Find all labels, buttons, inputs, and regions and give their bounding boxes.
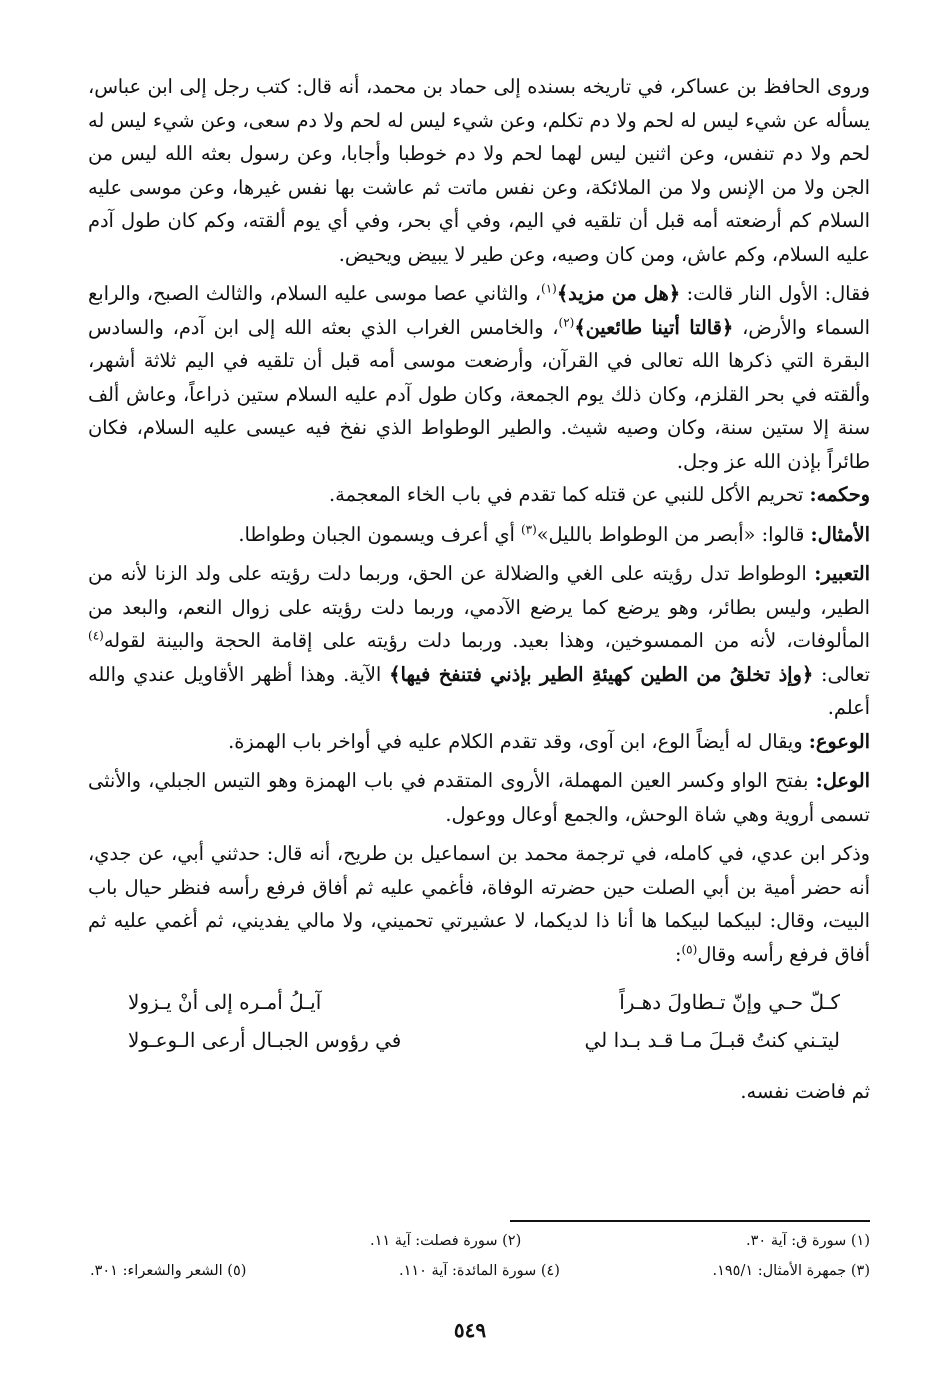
footnote-marker: (٣) <box>520 522 537 537</box>
footnote-row <box>90 1256 870 1286</box>
text-segment: : <box>674 942 682 966</box>
text-segment: ويقال له أيضاً الوع، ابن آوى، وقد تقدم الكلام عليه في أواخر باب الهمزة. <box>228 729 809 753</box>
footnote-item: (٤) سورة المائدة: آية ١١٠. <box>398 1263 560 1279</box>
hemistich-second: آيـلُ أمـره إلى أنْ يـزولا <box>128 990 322 1014</box>
text-segment: الآية. وهذا أظهر الأقاويل عندي والله أعلم. <box>88 662 870 719</box>
footnote-marker: (٢) <box>558 315 575 330</box>
hemistich-second: في رؤوس الجبـال أرعى الـوعـولا <box>128 1028 402 1052</box>
footnote-marker: (٥) <box>681 942 698 957</box>
footnote-row <box>90 1226 870 1256</box>
text-segment: فقال: الأول النار قالت: <box>680 282 871 305</box>
quran-verse: ﴿قالتا أتينا طائعين﴾ <box>574 315 734 339</box>
section-heading-proverbs: الأمثال: <box>810 522 870 546</box>
text-segment: أي أعرف ويسمون الجبان وطواطا. <box>238 522 521 546</box>
footnotes <box>90 1226 870 1286</box>
paragraph-wal <box>88 764 870 831</box>
quran-verse: ﴿وإذ تخلقُ من الطين كهيئةِ الطير بإذني فتنفخ فيها﴾ <box>389 662 814 686</box>
text-segment: تحريم الأكل للنبي عن قتله كما تقدم في باب الخاء المعجمة. <box>328 483 810 506</box>
text-segment: ، والثاني عصا موسى عليه السلام، والثالث الصبح، والرابع السماء والأرض، <box>88 282 870 339</box>
paragraph-proverbs <box>88 518 870 552</box>
paragraph-ruling <box>88 478 870 512</box>
footnote-item: (١) سورة ق: آية ٣٠. <box>746 1233 870 1249</box>
entry-heading-wal: الوعل: <box>815 769 870 792</box>
footnote-item: (٥) الشعر والشعراء: ٣٠١. <box>90 1263 247 1279</box>
paragraph-ibn-asakir: وروى الحافظ بن عساكر، في تاريخه بسنده إلى حماد بن محمد، أنه قال: كتب رجل إلى ابن عباس، يسأله عن شيء ليس له لحم ولا دم تكلم، وعن شيء ليس له لحم ولا دم سعى، وعن شيء ليس له لحم ولا دم تنفس، وعن اثنين ليس لهما لحم ولا دم خوطبا وأجابا، وعن رسول بعثه الله ليس من الجن ولا من الإنس ولا من الملائكة، وعن نفس ماتت ثم عاشت بها نفس غيرها، وعن موسى عليه السلام كم أرضعته أمه قبل أن تلقيه في اليم، وفي أي بحر، وفي أي يوم ألقته، وكم كان طول آدم عليه السلام، وكم عاش، ومن كان وصيه، وعن طير لا يبيض ويحيض. <box>88 75 870 266</box>
paragraph-answers <box>88 277 870 478</box>
footnote-marker: (١) <box>541 281 557 296</box>
quran-verse: ﴿هل من مزيد﴾ <box>556 282 680 305</box>
footnote-item: (٣) جمهرة الأمثال: ١٩٥/١. <box>712 1263 870 1279</box>
paragraph-dream-interpretation <box>88 557 870 725</box>
poem <box>88 983 870 1059</box>
page-number: ٥٤٩ <box>453 1318 487 1342</box>
paragraph-ibn-adi <box>88 837 870 971</box>
section-heading-ruling: وحكمه: <box>809 483 870 506</box>
text-segment: وذكر ابن عدي، في كامله، في ترجمة محمد بن اسماعيل بن طريح، أنه قال: حدثني أبي، عن جدي، أنه حضر أمية بن أبي الصلت حين حضرته الوفاة، فأغمي عليه ثم أفاق فرفع رأسه فنظر حيال باب البيت، وقال: لبيكما لبيكما ها أنا ذا لديكما، لا عشيرتي تحميني، ولا مالي يفديني، ثم أغمي عليه ثم أفاق فرفع رأسه وقال <box>88 842 870 966</box>
text-segment: بفتح الواو وكسر العين المهملة، الأروى المتقدم في باب الهمزة وهو التيس الجبلي، والأنثى تسمى أروية وهي شاة الوحش، والجمع أوعال ووعول. <box>88 769 870 826</box>
paragraph-closing: ثم فاضت نفسه. <box>740 1080 870 1103</box>
entry-heading-waawa: الوعوع: <box>808 729 870 753</box>
paragraph-waawa <box>88 725 870 759</box>
text-segment: الوطواط تدل رؤيته على الغي والضلالة عن الحق، وربما دلت رؤيته على ولد الزنا لأنه من الطير، وليس بطائر، وهو يرضع كما يرضع الآدمي، وربما دلت رؤيته على زوال النعم، والبعد من المألوفات، لأنه من الممسوخين، وهذا بعيد. وربما دلت رؤيته على إقامة الحجة والبينة لقوله <box>88 562 870 652</box>
footnote-item: (٢) سورة فصلت: آية ١١. <box>370 1233 522 1249</box>
hemistich-first: ليتـني كنتُ قبـلَ مـا قـد بـدا لي <box>584 1028 840 1052</box>
poem-verse <box>88 1021 870 1059</box>
hemistich-first: كـلّ حـي وإنّ تـطاولَ دهـراً <box>619 990 840 1014</box>
footnote-marker: (٤) <box>88 628 104 643</box>
section-heading-interpretation: التعبير: <box>814 562 870 585</box>
text-segment: تعالى: <box>813 662 870 686</box>
text-segment: ، والخامس الغراب الذي بعثه الله إلى ابن آدم، والسادس البقرة التي ذكرها الله تعالى في القرآن، وأرضعت موسى أمه قبل أن تلقيه في اليم ثلاثة أشهر، وألقته في بحر القلزم، وكان ذلك يوم الجمعة، وكان طول آدم عليه السلام ستين ذراعاً، وعاش ألف سنة إلا ستين سنة، وكان وصيه شيث. والطير الوطواط الذي نفخ فيه عيسى عليه السلام، فكان طائراً بإذن الله عز وجل. <box>88 315 870 473</box>
text-segment: قالوا: «أبصر من الوطواط بالليل» <box>536 522 811 546</box>
footnote-divider <box>510 1220 870 1222</box>
poem-verse <box>88 983 870 1021</box>
page-body <box>88 70 870 1109</box>
